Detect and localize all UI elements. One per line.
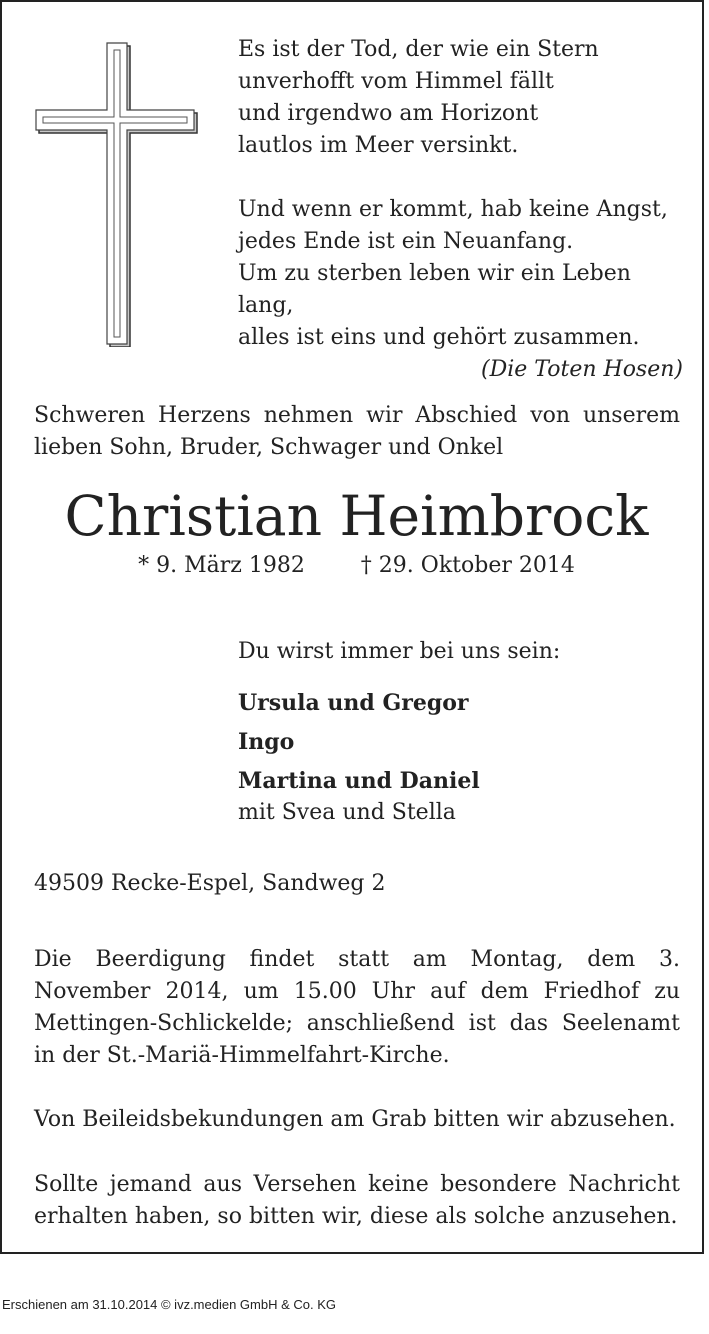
deceased-name: Christian Heimbrock [64,484,649,548]
poem-line: unverhofft vom Himmel fällt [238,69,554,94]
poem-line: und irgendwo am Horizont [238,101,539,126]
poem-line: lautlos im Meer versinkt. [238,133,519,158]
survivor-name: Ingo [238,729,295,755]
cross-icon [35,42,200,347]
survivor-name: mit Svea und Stella [238,800,456,825]
survivors-intro: Du wirst immer bei uns sein: [238,639,561,664]
poem-line: Um zu sterben leben wir ein Leben lang, [238,261,631,318]
poem-line: jedes Ende ist ein Neuanfang. [238,229,574,254]
poem-stanza-2 [238,194,683,354]
life-dates: * 9. März 1982 † 29. Oktober 2014 [138,553,575,578]
poem-line: Es ist der Tod, der wie ein Stern [238,37,599,62]
intro-text: Schweren Herzens nehmen wir Abschied von unserem lieben Sohn, Bruder, Schwager und Onkel [34,403,680,460]
poem-line: Und wenn er kommt, hab keine Angst, [238,197,668,222]
funeral-info: Die Beerdigung findet statt am Montag, dem 3. November 2014, um 15.00 Uhr auf dem Friedhof zu Mettingen-Schlickelde; anschließend ist das Seelenamt in der St.-Mariä-Himmelfahrt-Kirche. [34,947,680,1068]
condolences-note: Von Beileidsbekundungen am Grab bitten wir abzusehen. [34,1107,676,1132]
publication-footer: Erschienen am 31.10.2014 © ivz.medien GmbH & Co. KG [2,1297,337,1312]
notice-note: Sollte jemand aus Versehen keine besondere Nachricht erhalten haben, so bitten wir, diese als solche anzusehen. [34,1172,680,1229]
survivor-name: Ursula und Gregor [238,690,469,716]
family-address: 49509 Recke-Espel, Sandweg 2 [34,871,386,896]
poem-attribution: (Die Toten Hosen) [481,357,683,382]
poem-stanza-1 [238,34,683,162]
survivors-list [238,687,683,829]
poem-line: alles ist eins und gehört zusammen. [238,325,640,350]
poem [238,34,683,386]
survivor-name: Martina und Daniel [238,768,480,794]
